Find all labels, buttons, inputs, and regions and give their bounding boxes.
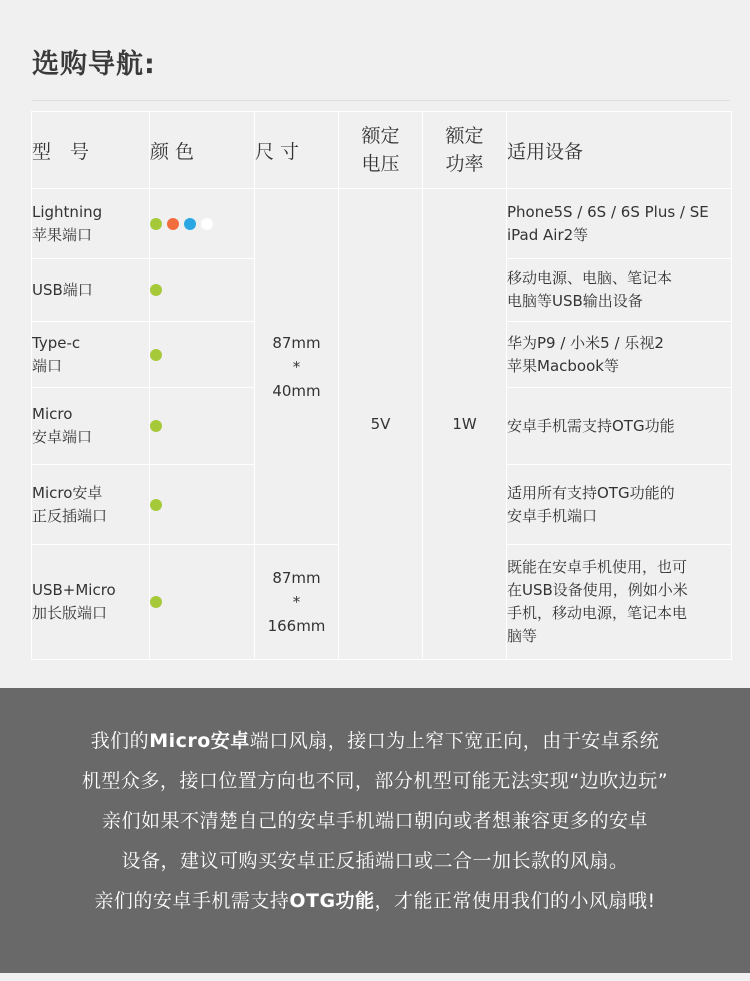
- size-times: *: [292, 593, 301, 611]
- notice-line: [0, 721, 750, 761]
- devices-cell: [507, 388, 732, 465]
- notice-text: ，才能正常使用我们的小风扇哦!: [374, 890, 656, 912]
- spec-table: [31, 111, 732, 660]
- table-row: [32, 189, 732, 259]
- devices-line: 脑等: [507, 627, 538, 645]
- devices-line: 安卓手机需支持OTG功能: [507, 416, 675, 435]
- notice-line: [0, 881, 750, 921]
- devices-line: iPad Air2等: [507, 225, 589, 244]
- color-dot: [150, 349, 162, 361]
- model-subname: 安卓端口: [32, 428, 93, 446]
- size-cell: [255, 545, 339, 660]
- notice-line: 机型众多，接口位置方向也不同，部分机型可能无法实现“边吹边玩”: [81, 770, 669, 792]
- header-power: [423, 112, 507, 189]
- model-subname: 端口: [32, 356, 63, 375]
- notice-highlight: OTG功能: [289, 890, 375, 912]
- color-cell: [150, 465, 255, 545]
- color-dot: [184, 218, 196, 230]
- header-voltage: [339, 112, 423, 189]
- devices-cell: [507, 322, 732, 388]
- header-model: 型 号: [32, 112, 150, 189]
- size-length: 87mm: [272, 569, 321, 587]
- size-width: 40mm: [272, 381, 321, 400]
- devices-line: 既能在安卓手机使用，也可: [507, 558, 688, 576]
- voltage-cell: 5V: [339, 189, 423, 660]
- devices-line: 手机，移动电源，笔记本电: [507, 604, 688, 622]
- devices-cell: [507, 545, 732, 660]
- notice-text: 我们的: [90, 730, 150, 752]
- model-cell: [32, 545, 150, 660]
- notice-text: 亲们的安卓手机需支持: [94, 890, 290, 912]
- header-voltage-line2: 电压: [361, 153, 400, 175]
- color-swatches: [150, 596, 254, 608]
- notice-line: 亲们如果不清楚自己的安卓手机端口朝向或者想兼容更多的安卓: [101, 810, 648, 832]
- color-swatches: [150, 218, 254, 230]
- color-cell: [150, 545, 255, 660]
- color-swatches: [150, 349, 254, 361]
- header-power-line2: 功率: [445, 153, 484, 175]
- model-name: Micro: [32, 405, 73, 423]
- color-swatches: [150, 284, 254, 296]
- model-name: Lightning: [32, 202, 103, 221]
- devices-line: 适用所有支持OTG功能的: [507, 483, 675, 502]
- devices-cell: [507, 259, 732, 322]
- color-dot: [201, 218, 213, 230]
- model-name: USB+Micro: [32, 581, 116, 599]
- model-name: Type-c: [32, 333, 81, 352]
- devices-cell: [507, 465, 732, 545]
- notice-panel: [0, 688, 750, 973]
- color-swatches: [150, 499, 254, 511]
- size-cell: [255, 189, 339, 545]
- size-length: 87mm: [272, 333, 321, 352]
- header-size: 尺 寸: [255, 112, 339, 189]
- table-header-row: [32, 112, 732, 189]
- model-subname: 正反插端口: [32, 506, 108, 525]
- notice-text: 端口风扇，接口为上窄下宽正向，由于安卓系统: [249, 730, 660, 752]
- title-divider: [32, 100, 730, 101]
- model-cell: [32, 465, 150, 545]
- header-voltage-line1: 额定: [361, 125, 400, 147]
- page-title: 选购导航:: [32, 49, 156, 80]
- model-cell: [32, 189, 150, 259]
- color-swatches: [150, 420, 254, 432]
- color-dot: [167, 218, 179, 230]
- size-times: *: [292, 357, 301, 376]
- devices-line: 华为P9 / 小米5 / 乐视2: [507, 333, 664, 352]
- color-cell: [150, 259, 255, 322]
- devices-line: 移动电源、电脑、笔记本: [507, 269, 673, 287]
- model-cell: [32, 322, 150, 388]
- color-dot: [150, 284, 162, 296]
- size-width: 166mm: [267, 617, 326, 635]
- devices-line: 电脑等USB输出设备: [507, 292, 643, 310]
- model-subname: 加长版端口: [32, 604, 108, 622]
- color-dot: [150, 420, 162, 432]
- color-cell: [150, 189, 255, 259]
- notice-highlight: Micro安卓: [149, 730, 250, 752]
- model-cell: [32, 388, 150, 465]
- header-power-line1: 额定: [445, 125, 484, 147]
- power-cell: 1W: [423, 189, 507, 660]
- devices-line: Phone5S / 6S / 6S Plus / SE: [507, 202, 709, 221]
- color-cell: [150, 388, 255, 465]
- devices-line: 在USB设备使用，例如小米: [507, 581, 688, 599]
- color-dot: [150, 499, 162, 511]
- devices-line: 安卓手机端口: [507, 506, 598, 525]
- notice-line: 设备，建议可购买安卓正反插端口或二合一加长款的风扇。: [121, 850, 629, 872]
- header-devices: 适用设备: [507, 112, 732, 189]
- devices-cell: [507, 189, 732, 259]
- model-cell: [32, 259, 150, 322]
- model-name: USB端口: [32, 280, 93, 299]
- header-color: 颜 色: [150, 112, 255, 189]
- color-dot: [150, 596, 162, 608]
- devices-line: 苹果Macbook等: [507, 356, 619, 375]
- color-dot: [150, 218, 162, 230]
- model-subname: 苹果端口: [32, 225, 93, 244]
- model-name: Micro安卓: [32, 483, 103, 502]
- color-cell: [150, 322, 255, 388]
